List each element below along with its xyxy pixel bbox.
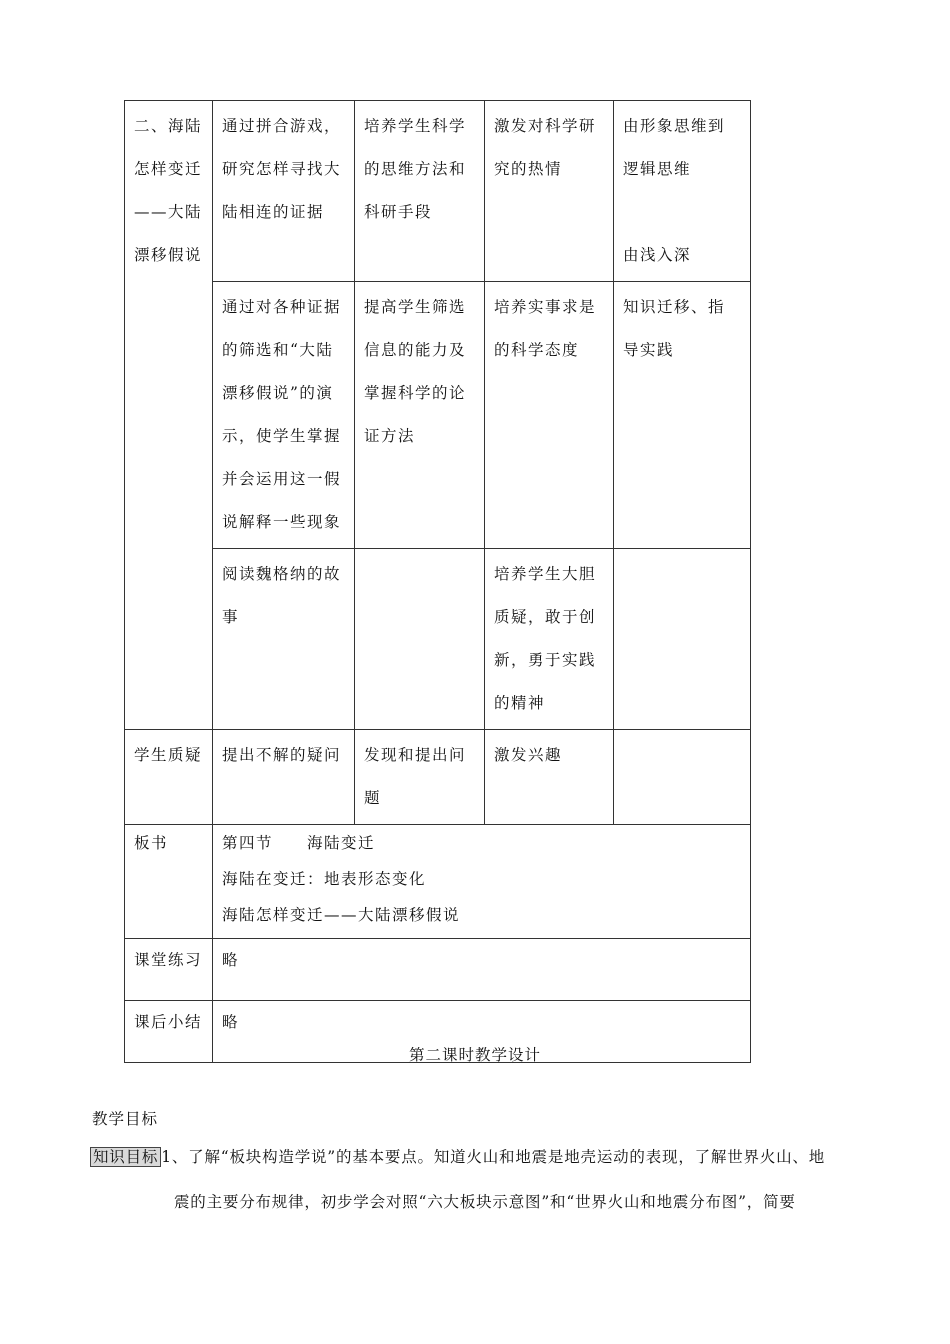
objective-text: 1、了解“板块构造学说”的基本要点。知道火山和地震是地壳运动的表现，了解世界火山、地 xyxy=(161,1148,826,1166)
method-cell xyxy=(614,549,751,730)
ability-cell: 提高学生筛选信息的能力及掌握科学的论证方法 xyxy=(355,282,485,549)
board-content xyxy=(213,825,751,939)
stage-cell: 学生质疑 xyxy=(125,730,213,825)
board-line: 第四节 海陆变迁 xyxy=(222,834,376,852)
practice-label: 课堂练习 xyxy=(125,939,213,1001)
ability-cell xyxy=(355,549,485,730)
practice-value: 略 xyxy=(213,939,751,1001)
activity-cell: 提出不解的疑问 xyxy=(213,730,355,825)
table-row xyxy=(125,939,751,1001)
ability-cell: 发现和提出问题 xyxy=(355,730,485,825)
table-row xyxy=(125,282,751,549)
method-cell: 知识迁移、指导实践 xyxy=(614,282,751,549)
method-cell xyxy=(614,730,751,825)
activity-cell: 通过拼合游戏，研究怎样寻找大陆相连的证据 xyxy=(213,101,355,282)
ability-cell: 培养学生科学的思维方法和科研手段 xyxy=(355,101,485,282)
lesson-plan-table xyxy=(124,100,751,1063)
attitude-cell: 激发兴趣 xyxy=(485,730,614,825)
board-line: 海陆怎样变迁——大陆漂移假说 xyxy=(222,906,461,924)
attitude-cell: 培养实事求是的科学态度 xyxy=(485,282,614,549)
summary-value: 略 xyxy=(213,1001,751,1063)
section-heading: 教学目标 xyxy=(92,1110,159,1128)
attitude-cell: 激发对科学研究的热情 xyxy=(485,101,614,282)
table-row xyxy=(125,101,751,282)
objective-tag: 知识目标 xyxy=(90,1147,161,1167)
activity-cell: 阅读魏格纳的故事 xyxy=(213,549,355,730)
board-label: 板书 xyxy=(125,825,213,939)
method-cell xyxy=(614,101,751,282)
objective-line: 震的主要分布规律，初步学会对照“六大板块示意图”和“世界火山和地震分布图”，简要 xyxy=(174,1193,796,1211)
summary-label: 课后小结 xyxy=(125,1001,213,1063)
table-row xyxy=(125,549,751,730)
table-row xyxy=(125,730,751,825)
table-row xyxy=(125,825,751,939)
method-text: 由形象思维到逻辑思维 xyxy=(623,117,726,178)
page-title: 第二课时教学设计 xyxy=(408,1046,541,1064)
stage-cell: 二、海陆怎样变迁——大陆漂移假说 xyxy=(125,101,213,730)
method-text: 由浅入深 xyxy=(623,246,692,264)
board-line: 海陆在变迁：地表形态变化 xyxy=(222,870,427,888)
activity-cell: 通过对各种证据的筛选和“大陆漂移假说”的演示，使学生掌握并会运用这一假说解释一些现象 xyxy=(213,282,355,549)
attitude-cell: 培养学生大胆质疑，敢于创新，勇于实践的精神 xyxy=(485,549,614,730)
objective-line xyxy=(90,1145,860,1167)
